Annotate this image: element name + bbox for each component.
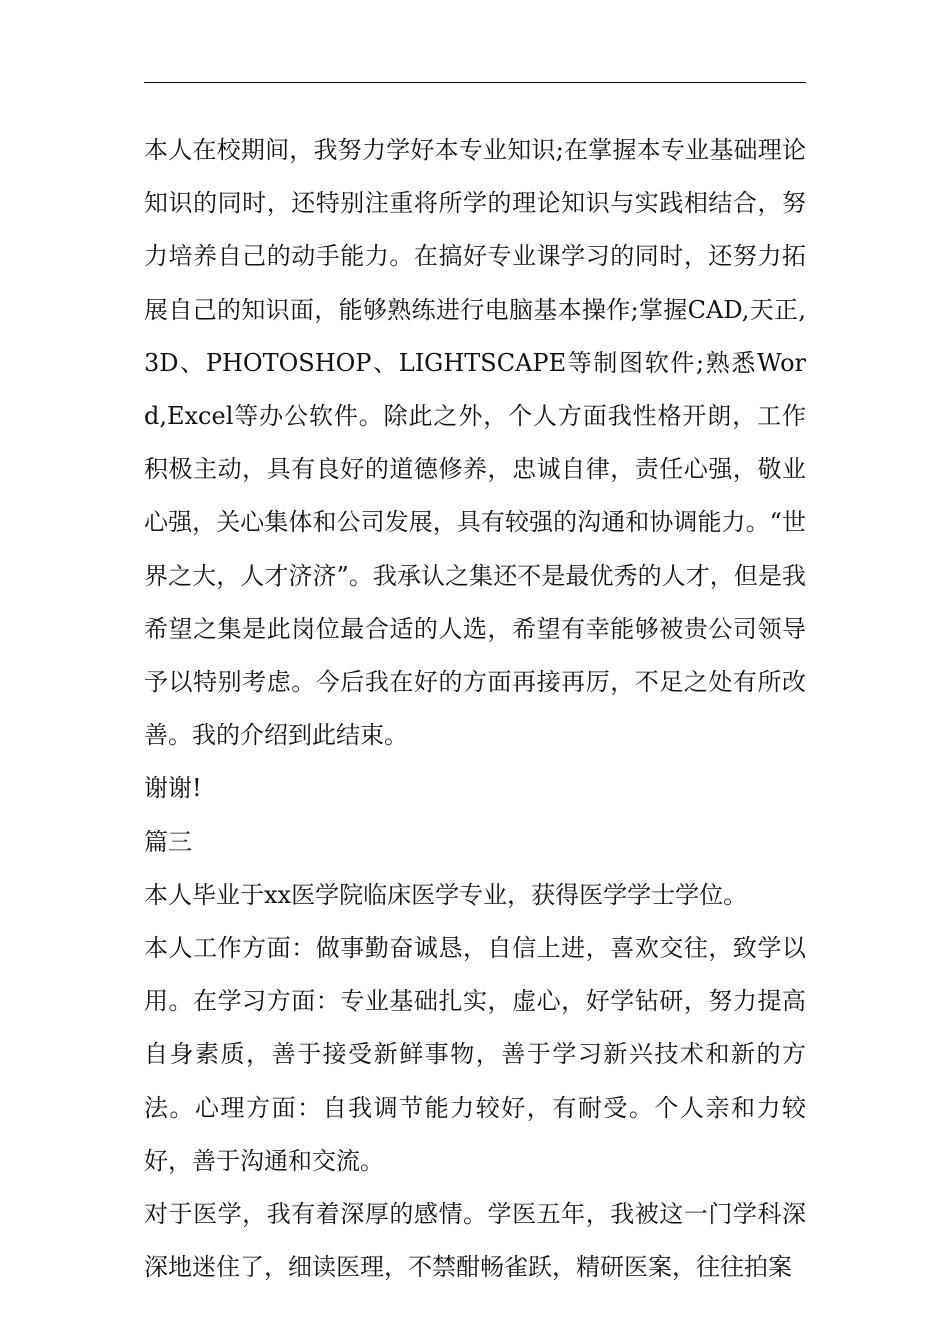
paragraph-self-introduction: 本人在校期间，我努力学好本专业知识;在掌握本专业基础理论知识的同时，还特别注重将所学的理论知识与实践相结合，努力培养自己的动手能力。在搞好专业课学习的同时，还努力拓展自己的知识面，能够熟练进行电脑基本操作;掌握CAD,天正,3D、PHOTOSHOP、LIGHTSCAPE等制图软件;熟悉Word,Excel等办公软件。除此之外，个人方面我性格开朗，工作积极主动，具有良好的道德修养，忠诚自律，责任心强，敬业心强，关心集体和公司发展，具有较强的沟通和协调能力。“世界之大，人才济济”。我承认之集还不是最优秀的人才，但是我希望之集是此岗位最合适的人选，希望有幸能够被贵公司领导予以特别考虑。今后我在好的方面再接再厉，不足之处有所改善。我的介绍到此结束。 [144,136,806,750]
paragraph-work-study: 本人工作方面：做事勤奋诚恳，自信上进，喜欢交往，致学以用。在学习方面：专业基础扎实，虚心，好学钻研，努力提高自身素质，善于接受新鲜事物，善于学习新兴技术和新的方法。心理方面：自我调节能力较好，有耐受。个人亲和力较好，善于沟通和交流。 [144,934,806,1175]
document-body [144,124,806,1294]
section-heading: 篇三 [144,827,192,856]
header-rule [144,82,806,83]
paragraph-graduation: 本人毕业于xx医学院临床医学专业，获得医学学士学位。 [144,880,748,909]
paragraph-medicine: 对于医学，我有着深厚的感情。学医五年，我被这一门学科深深地迷住了，细读医理，不禁酣畅雀跃，精研医案，往往拍案 [144,1200,806,1282]
paragraph-thanks: 谢谢! [144,774,202,803]
